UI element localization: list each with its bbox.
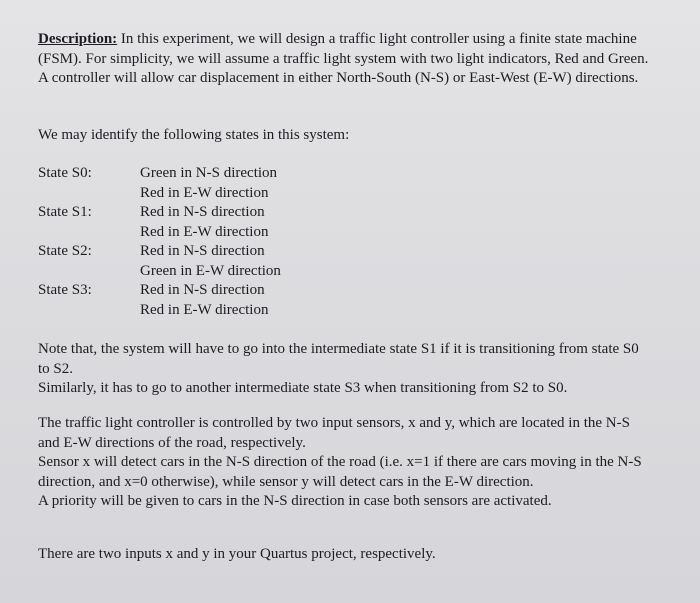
note-line: Similarly, it has to go to another intermediate state S3 when transitioning from S2 to S0. bbox=[38, 380, 568, 396]
state-description bbox=[140, 281, 360, 320]
sensor-text: Sensor x will detect cars in the N-S direction of the road (i.e. x=1 if there are cars moving in the N-S direction, and x=0 otherwise), while sensor y will detect cars in the E-W direction. bbox=[38, 454, 642, 490]
state-description bbox=[140, 242, 360, 281]
state-line: Red in N-S direction bbox=[140, 204, 265, 220]
states-intro: We may identify the following states in this system: bbox=[38, 127, 350, 143]
inputs-paragraph: There are two inputs x and y in your Quartus project, respectively. bbox=[38, 546, 436, 562]
state-line: Red in E-W direction bbox=[140, 301, 269, 318]
priority-text: A priority will be given to cars in the N-S direction in case both sensors are activated. bbox=[38, 493, 552, 509]
description-text: In this experiment, we will design a traffic light controller using a finite state machine (FSM). For simplicity, we will assume a traffic light system with two light indicators, Red and Green. A controller will allow car displacement in either North-South (N-S) or East-West (E-W) directions. bbox=[38, 31, 649, 86]
note-paragraph bbox=[38, 340, 653, 399]
state-line: Green in E-W direction bbox=[140, 262, 281, 279]
state-label: State S0: bbox=[38, 165, 92, 181]
state-description bbox=[140, 203, 360, 242]
state-line: Red in N-S direction bbox=[140, 282, 265, 298]
state-line: Red in E-W direction bbox=[140, 223, 269, 240]
state-line: Red in N-S direction bbox=[140, 243, 265, 259]
state-description bbox=[140, 164, 360, 203]
description-paragraph bbox=[38, 30, 653, 89]
note-line: Note that, the system will have to go into the intermediate state S1 if it is transitioning from state S0 to S2. bbox=[38, 341, 639, 377]
sensor-text: The traffic light controller is controlled by two input sensors, x and y, which are located in the N-S and E-W directions of the road, respectively. bbox=[38, 415, 630, 451]
sensor-paragraph bbox=[38, 414, 653, 512]
description-label: Description: bbox=[38, 31, 118, 47]
state-line: Green in N-S direction bbox=[140, 165, 278, 181]
state-label: State S3: bbox=[38, 282, 92, 298]
state-label: State S2: bbox=[38, 243, 92, 259]
state-line: Red in E-W direction bbox=[140, 184, 269, 201]
state-label: State S1: bbox=[38, 204, 92, 220]
